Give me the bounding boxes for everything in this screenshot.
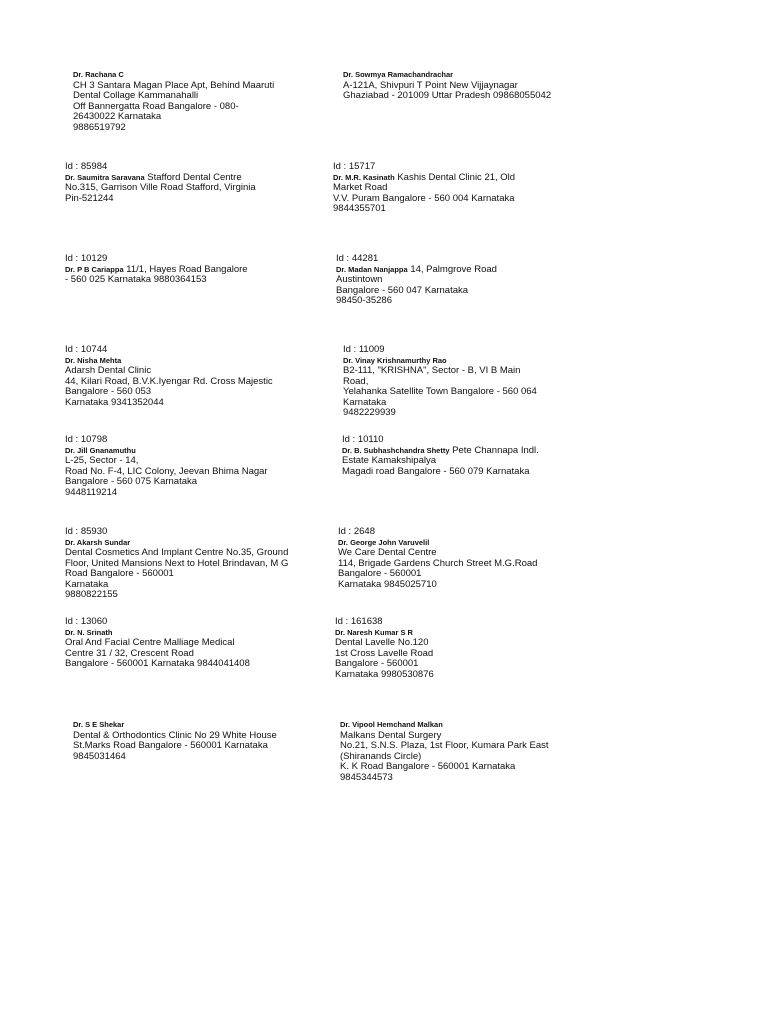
dentist-name: Dr. Naresh Kumar S R	[335, 627, 413, 637]
address-line: Pin-521244	[65, 192, 114, 204]
address-line: 114, Brigade Gardens Church Street M.G.Road	[338, 557, 538, 569]
listing-entry	[65, 435, 268, 498]
address-line: We Care Dental Centre	[338, 547, 437, 558]
address-line: Dental Collage Kammanahalli	[73, 90, 199, 101]
entry-id: Id : 10798	[65, 434, 108, 445]
listing-entry	[340, 720, 549, 783]
address-line: Malkans Dental Surgery	[340, 729, 442, 741]
listing-entry	[333, 162, 515, 215]
address-line: No.21, S.N.S. Plaza, 1st Floor, Kumara Park East	[340, 740, 549, 751]
dentist-name: Dr. N. Srinath	[65, 627, 113, 637]
address-line: 98450-35286	[336, 295, 392, 306]
listing-entry	[65, 254, 248, 286]
entry-id: Id : 161638	[335, 616, 383, 627]
address-line: Karnataka 9980530876	[335, 668, 434, 680]
address-line: Karnataka 9341352044	[65, 396, 164, 408]
address-line: Dental Cosmetics And Implant Centre No.35, Ground	[65, 547, 289, 558]
address-line: Road No. F-4, LIC Colony, Jeevan Bhima Nagar	[65, 465, 268, 477]
dentist-name: Dr. Rachana C	[73, 70, 124, 79]
entry-id: Id : 85930	[65, 526, 108, 537]
dentist-name: Dr. Nisha Mehta	[65, 355, 122, 365]
entry-id: Id : 44281	[336, 253, 379, 264]
address-first-line: 14, Palmgrove Road	[407, 263, 497, 275]
dentist-name: Dr. B. Subhashchandra Shetty	[342, 445, 450, 455]
listing-entry	[65, 162, 256, 204]
entry-id: Id : 11009	[343, 344, 385, 355]
address-first-line: Stafford Dental Centre	[144, 171, 242, 183]
address-line: Karnataka 9845025710	[338, 578, 437, 590]
address-line: Adarsh Dental Clinic	[65, 365, 152, 376]
address-line: A-121A, Shivpuri T Point New Vijjaynagar	[343, 79, 518, 91]
address-line: Austintown	[336, 274, 383, 285]
entry-id: Id : 10110	[342, 434, 384, 445]
listing-entry	[343, 70, 551, 102]
entry-name-line	[73, 70, 274, 81]
address-line: Bangalore - 560001 Karnataka 9844041408	[65, 658, 250, 669]
address-line: Ghaziabad - 201009 Uttar Pradesh 09868055042	[343, 90, 552, 101]
dentist-name: Dr. Sowmya Ramachandrachar	[343, 70, 454, 79]
dentist-name: Dr. Jill Gnanamuthu	[65, 445, 136, 455]
address-line: Oral And Facial Centre Malliage Medical	[65, 637, 235, 648]
listing-entry	[65, 527, 288, 601]
dentist-name: Dr. George John Varuvelil	[338, 537, 430, 547]
address-line: Bangalore - 560 053	[65, 386, 152, 397]
address-line: 9845031464	[73, 750, 126, 762]
listing-entry	[65, 345, 273, 408]
listing-entry	[338, 527, 537, 590]
listing-entry	[73, 720, 277, 762]
dentist-name: Dr. Vinay Krishnamurthy Rao	[343, 355, 447, 365]
address-line: (Shiranands Circle)	[340, 750, 422, 762]
address-line: 9844355701	[333, 203, 386, 214]
address-line: Bangalore - 560001	[335, 658, 419, 669]
address-line: Karnataka	[343, 396, 387, 408]
address-line: Estate Kamakshipalya	[342, 455, 436, 466]
dentist-name: Dr. S E Shekar	[73, 720, 125, 729]
address-line: 26430022 Karnataka	[73, 111, 162, 122]
address-line: 9886519792	[73, 121, 126, 133]
address-line: St.Marks Road Bangalore - 560001 Karnataka	[73, 740, 268, 751]
dentist-name: Dr. M.R. Kasinath	[333, 172, 395, 182]
address-line: 9482229939	[343, 407, 396, 418]
address-line: No.315, Garrison Ville Road Stafford, Virginia	[65, 182, 256, 193]
address-line: Market Road	[333, 182, 388, 193]
dentist-name: Dr. Madan Nanjappa	[336, 264, 408, 274]
address-line: Floor, United Mansions Next to Hotel Brindavan, M G	[65, 557, 289, 569]
address-line: Magadi road Bangalore - 560 079 Karnataka	[342, 465, 530, 477]
entry-id: Id : 13060	[65, 616, 108, 627]
listing-entry	[336, 254, 497, 307]
dentist-name: Dr. Akarsh Sundar	[65, 537, 131, 547]
listing-entry	[73, 70, 274, 133]
address-line: 9845344573	[340, 771, 393, 783]
entry-name-line	[340, 720, 549, 731]
address-line: Karnataka	[65, 578, 109, 590]
entry-name-line	[73, 720, 277, 731]
address-line: L-25, Sector - 14,	[65, 455, 139, 466]
address-line: K. K Road Bangalore - 560001 Karnataka	[340, 761, 516, 772]
address-line: Yelahanka Satellite Town Bangalore - 560 064	[343, 386, 537, 397]
address-line: Off Bannergatta Road Bangalore - 080-	[73, 100, 239, 112]
address-line: Road,	[343, 375, 369, 387]
address-line: Bangalore - 560 075 Karnataka	[65, 476, 198, 487]
address-line: Bangalore - 560001	[338, 568, 422, 579]
address-line: B2-111, "KRISHNA", Sector - B, VI B Main	[343, 365, 521, 376]
address-first-line: Kashis Dental Clinic 21, Old	[394, 171, 516, 183]
address-line: 9448119214	[65, 486, 118, 498]
listing-entry	[343, 345, 537, 419]
listing-entry	[342, 435, 539, 477]
address-first-line: 11/1, Hayes Road Bangalore	[123, 263, 248, 275]
listing-entry	[335, 617, 434, 680]
address-line: Dental Lavelle No.120	[335, 637, 429, 648]
address-line: V.V. Puram Bangalore - 560 004 Karnataka	[333, 192, 515, 204]
address-first-line: Pete Channapa Indl.	[449, 444, 539, 456]
address-line: Bangalore - 560 047 Karnataka	[336, 284, 469, 296]
address-line: Road Bangalore - 560001	[65, 568, 174, 579]
entry-id: Id : 85984	[65, 161, 108, 172]
dentist-name: Dr. Vipool Hemchand Malkan	[340, 720, 443, 729]
address-line: 1st Cross Lavelle Road	[335, 647, 434, 659]
address-line: Centre 31 / 32, Crescent Road	[65, 647, 194, 659]
entry-id: Id : 10744	[65, 344, 108, 355]
listing-entry	[65, 617, 250, 670]
address-line: 9880822155	[65, 589, 118, 600]
address-line: 44, Kilari Road, B.V.K.Iyengar Rd. Cross Majestic	[65, 375, 273, 387]
address-line: Dental & Orthodontics Clinic No 29 White House	[73, 729, 277, 741]
entry-id: Id : 15717	[333, 161, 376, 172]
entry-id: Id : 10129	[65, 253, 108, 264]
entry-id: Id : 2648	[338, 526, 375, 537]
address-line: - 560 025 Karnataka 9880364153	[65, 274, 207, 285]
entry-name-line	[343, 70, 551, 81]
dentist-name: Dr. P B Cariappa	[65, 264, 124, 274]
dentist-name: Dr. Saumitra Saravana	[65, 172, 145, 182]
address-line: CH 3 Santara Magan Place Apt, Behind Maaruti	[73, 79, 275, 91]
